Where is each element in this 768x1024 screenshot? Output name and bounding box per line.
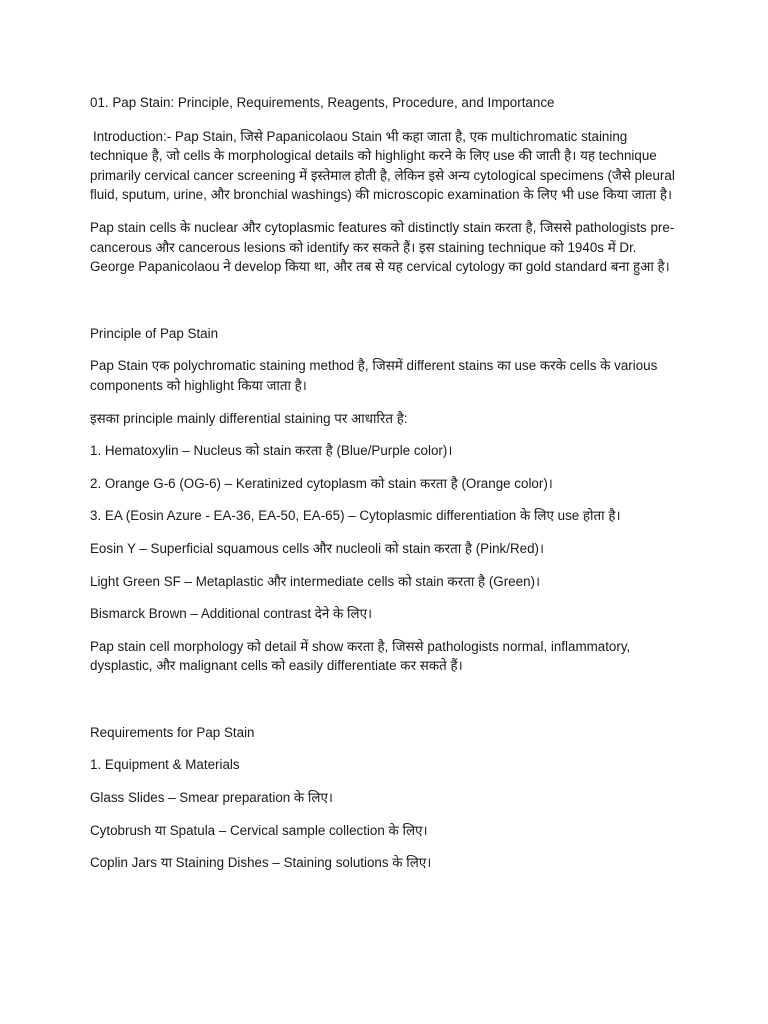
principle-summary: Pap stain cell morphology को detail में show करता है, जिससे pathologists normal, inflammatory, dysplastic, और malignant cells को easily differentiate कर सकते हैं। (90, 638, 631, 674)
principle-text: Pap Stain एक polychromatic staining method है, जिसमें different stains का use करके cells के various components को highlight किया जाता है। (90, 358, 658, 393)
document-title: 01. Pap Stain: Principle, Requirements, Reagents, Procedure, and Importance (90, 95, 555, 110)
list-item: 1. Equipment & Materials (90, 757, 240, 773)
requirements-list (90, 755, 680, 872)
list-item: Glass Slides – Smear preparation के लिए। (90, 790, 333, 806)
list-item: Bismarck Brown – Additional contrast देने के लिए। (90, 606, 373, 622)
list-item: 3. EA (Eosin Azure - EA-36, EA-50, EA-65) – Cytoplasmic differentiation के लिए use होता है। (90, 508, 621, 524)
principle-list (90, 441, 680, 624)
principle-heading: Principle of Pap Stain (90, 325, 219, 341)
list-item: 2. Orange G-6 (OG-6) – Keratinized cytoplasm को stain करता है (Orange color)। (90, 475, 553, 491)
principle-basis: इसका principle mainly differential staining पर आधारित है: (90, 410, 408, 426)
intro-paragraph-2: Pap stain cells के nuclear और cytoplasmic features को distinctly stain करता है, जिससे pathologists pre-cancerous और cancerous lesions को identify कर सकते हैं। इस staining technique को 1940s में Dr. George Papanicolaou ने develop किया था, और तब से यह cervical cytology का gold standard बना हुआ है। (90, 219, 675, 275)
requirements-heading: Requirements for Pap Stain (90, 724, 255, 740)
list-item: Eosin Y – Superficial squamous cells और nucleoli को stain करता है (Pink/Red)। (90, 540, 545, 556)
intro-paragraph: Introduction:- Pap Stain, जिसे Papanicolaou Stain भी कहा जाता है, एक multichromatic staining technique है, जो cells के morphological details को highlight करने के लिए use की जाती है। यह technique primarily cervical cancer screening में इस्तेमाल होती है, लेकिन इसे अन्य cytological specimens (जैसे pleural fluid, sputum, urine, और bronchial washings) की microscopic examination के लिए भी use किया जाता है। (90, 128, 675, 203)
list-item: Cytobrush या Spatula – Cervical sample collection के लिए। (90, 822, 428, 838)
list-item: 1. Hematoxylin – Nucleus को stain करता है (Blue/Purple color)। (90, 443, 453, 459)
list-item: Light Green SF – Metaplastic और intermediate cells को stain करता है (Green)। (90, 573, 541, 589)
document-body (90, 93, 680, 886)
list-item: Coplin Jars या Staining Dishes – Staining solutions के लिए। (90, 855, 432, 871)
